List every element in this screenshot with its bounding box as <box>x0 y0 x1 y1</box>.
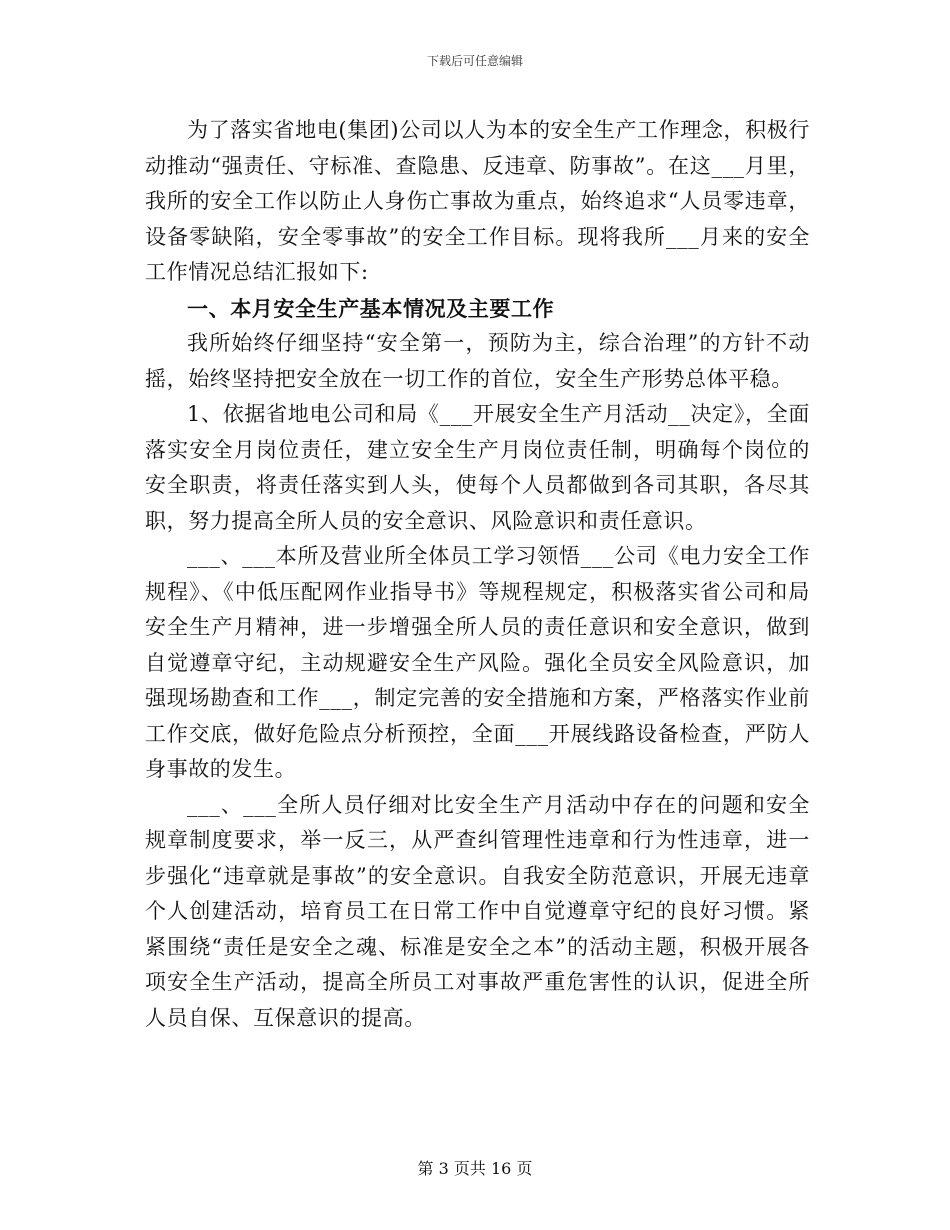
item-2-paragraph: ___、___本所及营业所全体员工学习领悟___公司《电力安全工作规程》、《中低压配网作业指导书》等规程规定，积极落实省公司和局安全生产月精神，进一步增强全所人员的责任意识和安全意识，做到自觉遵章守纪，主动规避安全生产风险。强化全员安全风险意识，加强现场勘查和工作___，制定完善的安全措施和方案，严格落实作业前工作交底，做好危险点分析预控，全面___开展线路设备检查，严防人身事故的发生。 <box>145 544 810 781</box>
item-1-paragraph: 1、依据省地电公司和局《___开展安全生产月活动__决定》，全面落实安全月岗位责任，建立安全生产月岗位责任制，明确每个岗位的安全职责，将责任落实到人头，使每个人员都做到各司其职，各尽其职，努力提高全所人员的安全意识、风险意识和责任意识。 <box>145 402 810 533</box>
intro-paragraph: 为了落实省地电(集团)公司以人为本的安全生产工作理念，积极行动推动“强责任、守标准、查隐患、反违章、防事故”。在这___月里，我所的安全工作以防止人身伤亡事故为重点，始终追求“人员零违章，设备零缺陷，安全零事故”的安全工作目标。现将我所___月来的安全工作情况总结汇报如下: <box>145 118 810 284</box>
policy-paragraph: 我所始终仔细坚持“安全第一，预防为主，综合治理”的方针不动摇，始终坚持把安全放在一切工作的首位，安全生产形势总体平稳。 <box>145 331 810 391</box>
section-heading: 一、本月安全生产基本情况及主要工作 <box>187 295 555 321</box>
item-3-paragraph: ___、___全所人员仔细对比安全生产月活动中存在的问题和安全规章制度要求，举一反三，从严查纠管理性违章和行为性违章，进一步强化“违章就是事故”的安全意识。自我安全防范意识，开展无违章个人创建活动，培育员工在日常工作中自觉遵章守纪的良好习惯。紧紧围绕“责任是安全之魂、标准是安全之本”的活动主题，积极开展各项安全生产活动，提高全所员工对事故严重危害性的认识，促进全所人员自保、互保意识的提高。 <box>145 792 810 1030</box>
page-number: 第 3 页共 16 页 <box>417 1159 533 1178</box>
page-header-note: 下载后可任意编辑 <box>426 54 523 68</box>
document-body <box>145 113 810 1036</box>
